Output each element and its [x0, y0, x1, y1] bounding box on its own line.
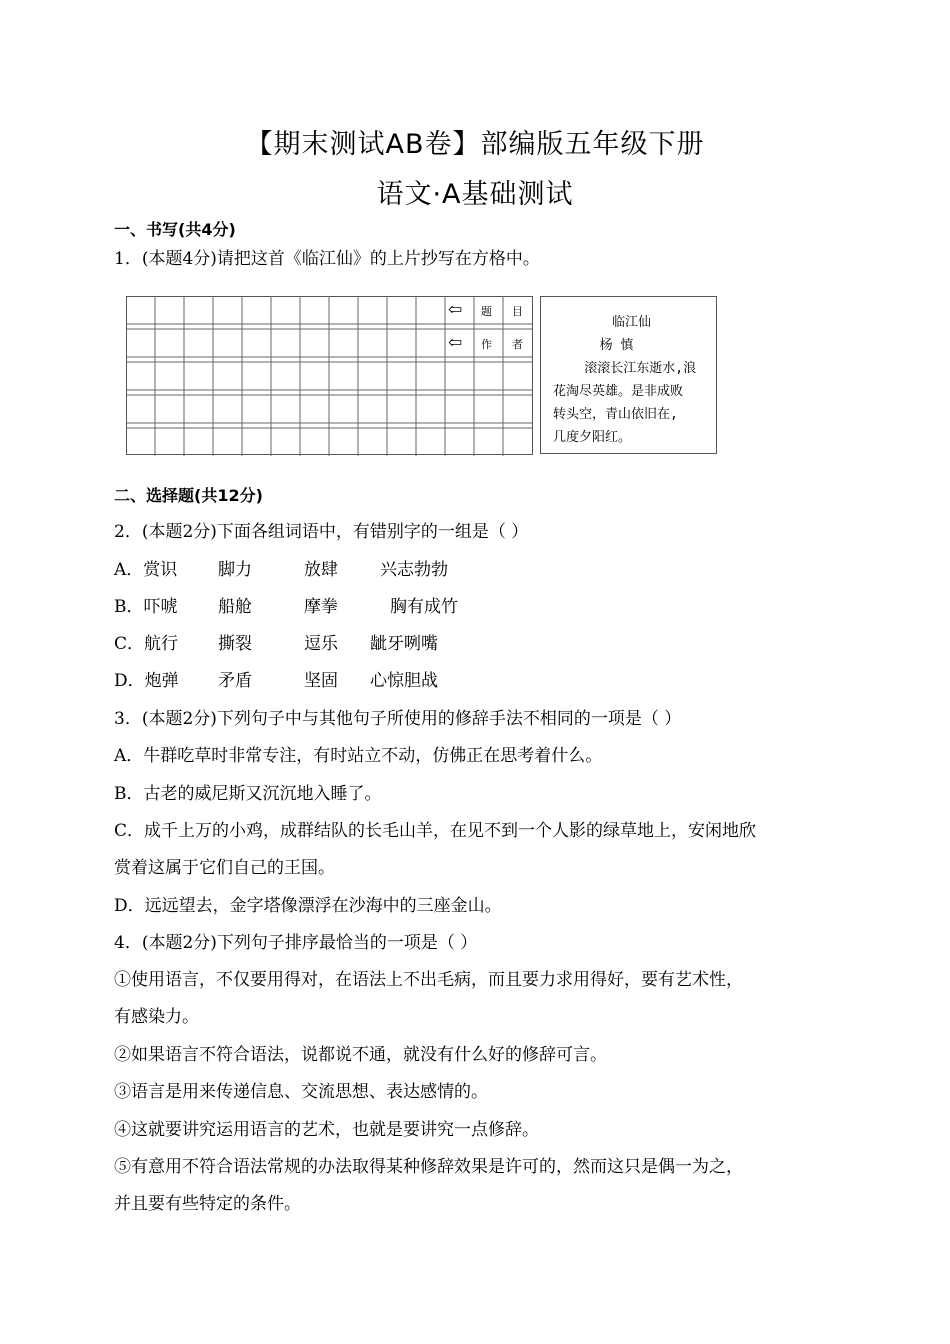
question-4: 4．(本题2分)下列句子排序最恰当的一项是（ ）: [114, 933, 478, 953]
title-arrow-icon: ⇦: [448, 300, 463, 320]
poem-box: [540, 296, 717, 454]
q4-sentence-2: ②如果语言不符合语法，说都说不通，就没有什么好的修辞可言。: [114, 1045, 607, 1065]
q4-sentence-5: ⑤有意用不符合语法常规的办法取得某种修辞效果是许可的，然而这只是偶一为之，: [114, 1157, 743, 1177]
section-heading-writing: 一、书写(共4分): [114, 220, 236, 239]
page-title: 【期末测试AB卷】部编版五年级下册: [245, 129, 705, 160]
q3-option-c-cont: 赏着这属于它们自己的王国。: [114, 858, 335, 878]
question-3: 3．(本题2分)下列句子中与其他句子所使用的修辞手法不相同的一项是（ ）: [114, 709, 682, 729]
q3-option-c[interactable]: C．成千上万的小鸡，成群结队的长毛山羊，在见不到一个人影的绿草地上，安闲地欣: [114, 821, 757, 841]
section-heading-choice: 二、选择题(共12分): [114, 486, 263, 505]
writing-grid-lines: [126, 296, 533, 456]
poem-author: 杨 慎: [599, 338, 634, 353]
writing-grid[interactable]: [126, 296, 533, 456]
page-subtitle: 语文·A基础测试: [376, 179, 574, 210]
q4-sentence-1: ①使用语言，不仅要用得对，在语法上不出毛病，而且要力求用得好，要有艺术性，: [114, 970, 743, 990]
q3-option-a[interactable]: A．牛群吃草时非常专注，有时站立不动，仿佛正在思考着什么。: [114, 746, 603, 766]
q2-option-d[interactable]: D．炮弹 矛盾 坚固 心惊胆战: [114, 671, 438, 691]
author-arrow-icon: ⇦: [448, 333, 463, 353]
poem-title: 临江仙: [611, 315, 651, 330]
q2-option-b[interactable]: B．吓唬 船舱 摩拳 胸有成竹: [114, 597, 458, 617]
q4-sentence-3: ③语言是用来传递信息、交流思想、表达感情的。: [114, 1082, 488, 1102]
poem-line: 花淘尽英雄。是非成败: [553, 384, 684, 399]
grid-label-author-2: 者: [512, 338, 523, 351]
q3-option-d[interactable]: D．远远望去，金字塔像漂浮在沙海中的三座金山。: [114, 896, 502, 916]
poem-line: 滚滚长江东逝水,浪: [553, 361, 697, 376]
grid-label-title-1: 题: [481, 305, 492, 318]
q4-sentence-5-cont: 并且要有些特定的条件。: [114, 1194, 301, 1214]
q2-option-a[interactable]: A．赏识 脚力 放肆 兴志勃勃: [114, 560, 448, 580]
q3-option-b[interactable]: B．古老的威尼斯又沉沉地入睡了。: [114, 784, 382, 804]
grid-label-author-1: 作: [481, 338, 492, 351]
question-1: 1．(本题4分)请把这首《临江仙》的上片抄写在方格中。: [114, 249, 540, 269]
q4-sentence-1-cont: 有感染力。: [114, 1007, 199, 1027]
poem-line: 几度夕阳红。: [553, 430, 632, 445]
grid-label-title-2: 目: [512, 305, 523, 318]
poem-line: 转头空，青山依旧在,: [553, 407, 678, 422]
q2-option-c[interactable]: C．航行 撕裂 逗乐 龇牙咧嘴: [114, 634, 438, 654]
q4-sentence-4: ④这就要讲究运用语言的艺术，也就是要讲究一点修辞。: [114, 1120, 539, 1140]
question-2: 2．(本题2分)下面各组词语中，有错别字的一组是（ ）: [114, 522, 529, 542]
